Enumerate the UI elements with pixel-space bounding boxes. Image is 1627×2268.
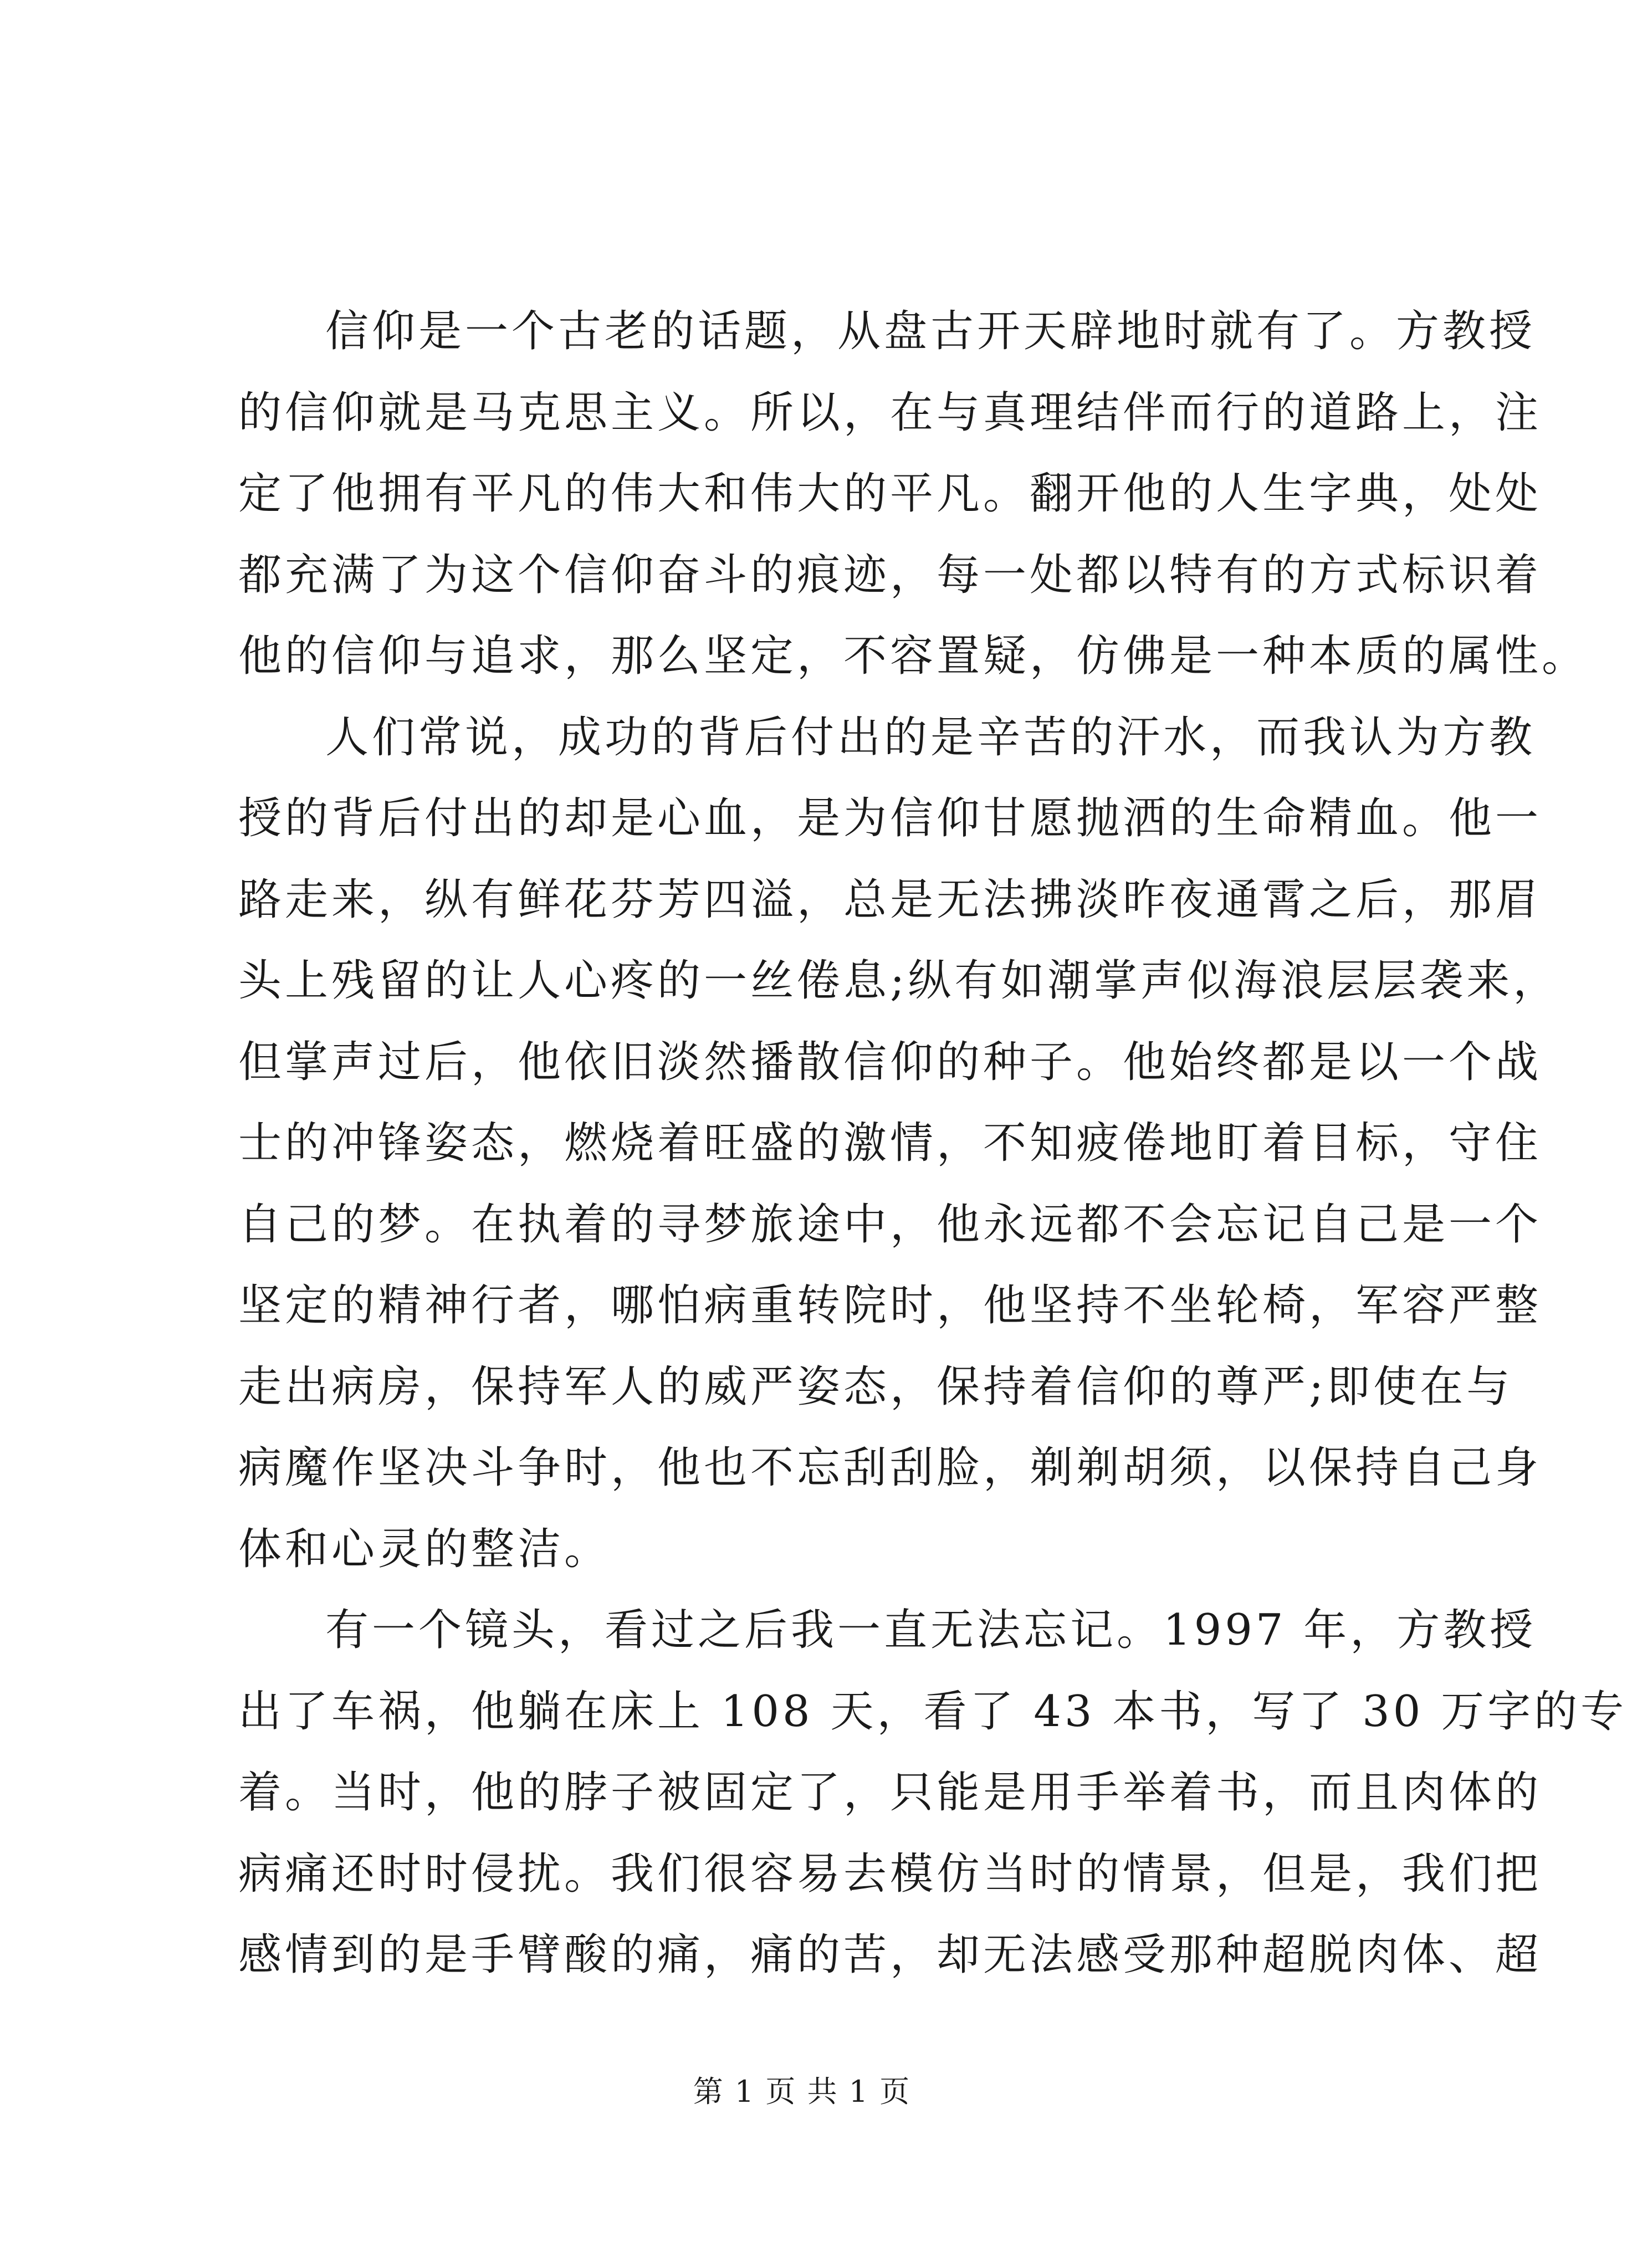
paragraph-2-line-3: 路走来，纵有鲜花芬芳四溢，总是无法拂淡昨夜通霄之后，那眉 [238,874,1542,925]
page-number-footer: 第 1 页 共 1 页 [693,2074,911,2109]
paragraph-2-line-11: 体和心灵的整洁。 [238,1524,611,1574]
paragraph-2-line-9: 走出病房，保持军人的威严姿态，保持着信仰的尊严;即使在与 [238,1361,1513,1412]
paragraph-2-line-8: 坚定的精神行者，哪怕病重转院时，他坚持不坐轮椅，军容严整 [238,1281,1542,1330]
paragraph-1-line-2: 的信仰就是马克思主义。所以，在与真理结伴而行的道路上，注 [238,387,1542,438]
paragraph-2-line-6: 士的冲锋姿态，燃烧着旺盛的激情，不知疲倦地盯着目标，守住 [238,1118,1542,1168]
paragraph-3-line-5: 感情到的是手臂酸的痛，痛的苦，却无法感受那种超脱肉体、超 [238,1930,1542,1980]
paragraph-1-line-3: 定了他拥有平凡的伟大和伟大的平凡。翻开他的人生字典，处处 [238,469,1542,519]
paragraph-3-line-1: 有一个镜头，看过之后我一直无法忘记。1997 年，方教授 [325,1605,1537,1655]
paragraph-3-line-2: 出了车祸，他躺在床上 108 天，看了 43 本书，写了 30 万字的专 [238,1686,1627,1737]
body-text [238,291,1627,1996]
paragraph-3-line-3: 着。当时，他的脖子被固定了，只能是用手举着书，而且肉体的 [238,1768,1542,1818]
paragraph-2-line-10: 病魔作坚决斗争时，他也不忘刮刮脸，剃剃胡须，以保持自己身 [238,1443,1542,1493]
paragraph-2-line-4: 头上残留的让人心疼的一丝倦息;纵有如潮掌声似海浪层层袭来， [238,956,1560,1006]
paragraph-2-line-7: 自己的梦。在执着的寻梦旅途中，他永远都不会忘记自己是一个 [238,1199,1542,1250]
paragraph-2-line-5: 但掌声过后，他依旧淡然播散信仰的种子。他始终都是以一个战 [238,1037,1542,1087]
paragraph-1-line-5: 他的信仰与追求，那么坚定，不容置疑，仿佛是一种本质的属性。 [238,631,1589,681]
paragraph-1-line-1: 信仰是一个古老的话题，从盘古开天辟地时就有了。方教授 [325,306,1536,356]
paragraph-3-line-4: 病痛还时时侵扰。我们很容易去模仿当时的情景，但是，我们把 [238,1849,1542,1899]
paragraph-2-line-2: 授的背后付出的却是心血，是为信仰甘愿抛洒的生命精血。他一 [238,793,1542,843]
paragraph-2-line-1: 人们常说，成功的背后付出的是辛苦的汗水，而我认为方教 [325,712,1536,762]
paragraph-1-line-4: 都充满了为这个信仰奋斗的痕迹，每一处都以特有的方式标识着 [238,550,1542,600]
